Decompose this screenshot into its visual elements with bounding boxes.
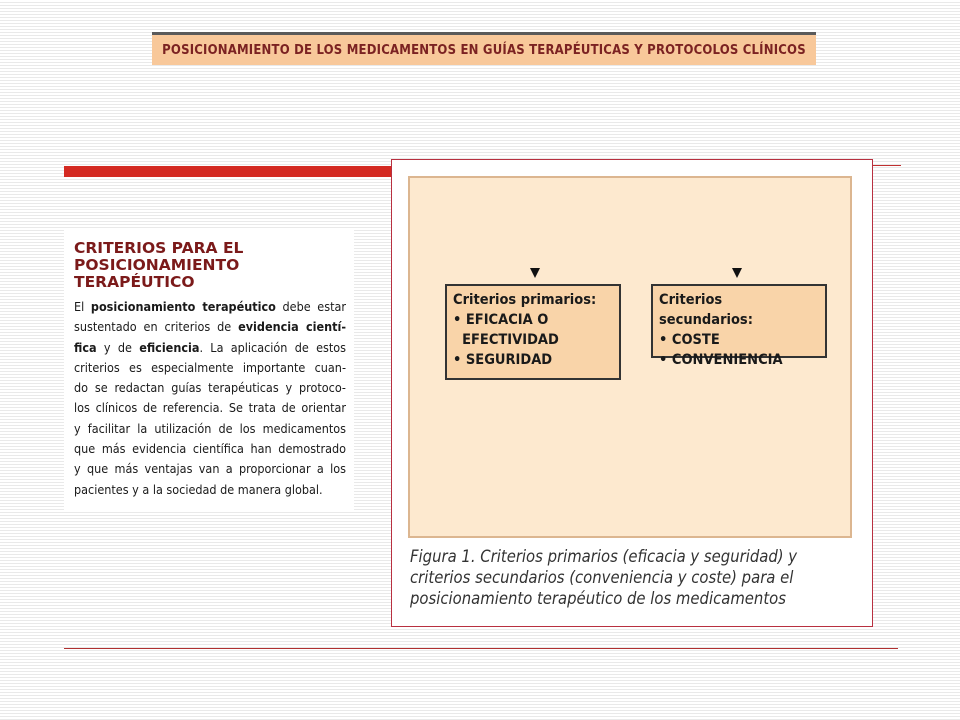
primary-criteria-title: Criterios primarios: <box>453 292 597 308</box>
header-banner <box>152 32 816 65</box>
figure-diagram <box>408 176 852 538</box>
body-line <box>74 317 346 337</box>
figure-caption-line: posicionamiento terapéutico de los medicamentos <box>410 589 786 608</box>
down-arrow-icon <box>530 268 540 278</box>
header-title: POSICIONAMIENTO DE LOS MEDICAMENTOS EN GUÍAS TERAPÉUTICAS Y PROTOCOLOS CLÍNICOS <box>162 42 806 58</box>
body-line <box>74 338 346 358</box>
secondary-criteria-title: Criterios secundarios: <box>659 292 753 328</box>
body-line: y que más ventajas van a proporcionar a los <box>74 461 346 477</box>
figure-caption-line: criterios secundarios (conveniencia y coste) para el <box>410 568 794 587</box>
primary-criteria-item: • EFICACIA O <box>453 312 549 328</box>
panel-heading-line: TERAPÉUTICO <box>74 273 195 291</box>
primary-criteria-item: EFECTIVIDAD <box>453 332 559 348</box>
body-text: . La aplicación de estos <box>199 339 346 355</box>
panel-heading-line: POSICIONAMIENTO <box>74 256 240 274</box>
secondary-criteria-box <box>651 284 827 368</box>
body-text: sustentado en criterios de <box>74 319 239 335</box>
body-line <box>74 297 346 317</box>
panel-heading <box>74 240 346 291</box>
criteria-text-panel <box>64 230 354 510</box>
body-emphasis: evidencia cientí- <box>238 319 346 335</box>
body-line: do se redactan guías terapéuticas y protoco- <box>74 380 346 396</box>
body-emphasis: fica <box>74 339 97 355</box>
figure-frame <box>391 159 873 627</box>
bottom-rule <box>64 648 898 649</box>
secondary-criteria-item: • CONVENIENCIA <box>659 352 783 368</box>
figure-caption <box>410 546 860 609</box>
down-arrow-icon <box>732 268 742 278</box>
body-line: criterios es especialmente importante cuan- <box>74 359 346 375</box>
body-line: que más evidencia científica han demostrado <box>74 441 346 457</box>
primary-criteria-item: • SEGURIDAD <box>453 352 553 368</box>
panel-body <box>74 297 346 500</box>
body-emphasis: eficiencia <box>139 339 200 355</box>
panel-heading-line: CRITERIOS PARA EL <box>74 239 244 257</box>
body-text: El <box>74 299 91 314</box>
secondary-criteria-item: • COSTE <box>659 332 720 348</box>
body-text: y de <box>96 339 140 355</box>
thin-rule-right <box>873 165 901 166</box>
red-rule <box>64 166 394 177</box>
body-line: pacientes y a la sociedad de manera global. <box>74 481 323 497</box>
body-emphasis: posicionamiento terapéutico <box>90 299 276 314</box>
primary-criteria-box <box>445 284 621 380</box>
body-line: los clínicos de referencia. Se trata de orientar <box>74 400 346 416</box>
figure-caption-line: Figura 1. Criterios primarios (eficacia y seguridad) y <box>410 547 798 566</box>
body-line: y facilitar la utilización de los medicamentos <box>74 420 346 436</box>
body-text: debe estar <box>275 299 346 314</box>
